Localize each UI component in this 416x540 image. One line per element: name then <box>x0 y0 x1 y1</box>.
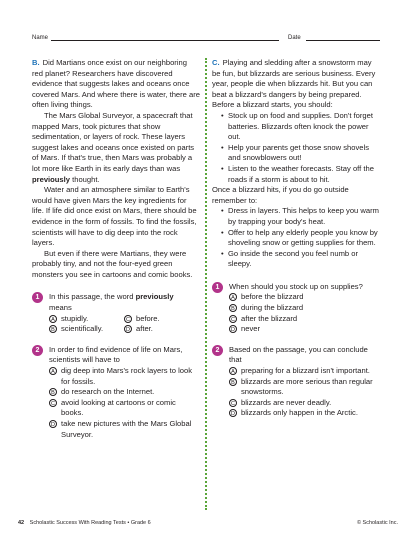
answer-option[interactable]: C avoid looking at cartoons or comic books. <box>51 397 176 418</box>
question-text: When should you stock up on supplies? <box>229 281 363 291</box>
question-text: In this passage, the word previously means <box>49 292 174 313</box>
answer-bubble[interactable]: A <box>49 367 57 375</box>
page-footer <box>18 520 398 530</box>
page-header <box>32 32 380 44</box>
answer-option[interactable]: A dig deep into Mars's rock layers to look for fossils. <box>49 366 200 387</box>
passage-b-paragraph-3: Water and an atmosphere similar to Earth's would have given Mars the key ingredients for life. If life did once exist on Mars, there should be evidence in the form of fossils. To find the fossils, scientists will have to dig deep into the rock layers. <box>32 185 197 248</box>
question-text: In order to find evidence of life on Mars, scientists will have to <box>49 344 183 365</box>
answer-option[interactable]: C before. <box>126 313 160 323</box>
answer-bubble[interactable]: D <box>229 325 237 333</box>
answer-options <box>49 314 200 335</box>
answer-bubble[interactable]: B <box>49 325 57 333</box>
name-line[interactable] <box>51 40 279 41</box>
list-item: • Dress in layers. This helps to keep you warm by trapping your body's heat. <box>228 206 382 227</box>
question-c2 <box>212 345 382 419</box>
list-item: • Go inside the second you feel numb or sleepy. <box>228 249 382 270</box>
question-b2 <box>32 345 200 440</box>
answer-bubble[interactable]: D <box>49 420 57 428</box>
answer-bubble[interactable]: C <box>229 315 237 323</box>
passage-b-paragraph-2: The Mars Global Surveyor, a spacecraft that mapped Mars, took pictures that show sedimentation, or layers of rock. These layers suggest lakes and oceans once existed on parts of Mars. If that's true, then Mars was probably a lot more like Earth in its early days than was previously thought. <box>32 110 195 184</box>
passage-b-letter: B. <box>32 58 40 67</box>
answer-option[interactable]: C after the blizzard <box>231 313 298 323</box>
passage-b-paragraph-1: B. Did Martians once exist on our neighboring red planet? Researchers have discovered evidence that suggests lakes and oceans once covered Mars. And where there is water, there are often living things. <box>32 58 200 110</box>
list-item: • Offer to help any elderly people you know by shoveling snow or getting supplies for them. <box>228 228 382 249</box>
book-title: Scholastic Success With Reading Tests • Grade 6 <box>29 520 151 526</box>
question-number-badge: 2 <box>212 345 223 356</box>
answer-bubble[interactable]: B <box>229 304 237 312</box>
column-divider <box>205 58 207 510</box>
answer-bubble[interactable]: D <box>229 409 237 417</box>
question-number-badge: 2 <box>32 345 43 356</box>
passage-c-paragraph-1: C. Playing and sledding after a snowstorm may be fun, but blizzards are serious business. Every year, people die when blizzards hit. But you can beat a blizzard's dangers by being prepared. Before a blizzard starts, you should: <box>212 58 376 110</box>
answer-option[interactable]: D after. <box>126 324 153 334</box>
answer-bubble[interactable]: A <box>229 293 237 301</box>
passage-b-paragraph-4: But even if there were Martians, they were probably tiny, and not the four-eyed green monsters you see in cartoons and comic books. <box>32 248 193 279</box>
question-b1 <box>32 292 200 334</box>
answer-option[interactable]: B during the blizzard <box>229 303 382 314</box>
during-blizzard-list <box>212 206 382 270</box>
question-c1 <box>212 282 382 335</box>
date-label: Date <box>288 35 301 41</box>
date-line[interactable] <box>306 40 380 41</box>
before-blizzard-list <box>212 111 382 185</box>
answer-option[interactable]: A before the blizzard <box>229 292 382 303</box>
answer-option[interactable]: A stupidly. <box>49 314 124 325</box>
passage-c-letter: C. <box>212 58 220 67</box>
answer-option[interactable]: A preparing for a blizzard isn't important. <box>229 366 382 377</box>
answer-bubble[interactable]: A <box>49 315 57 323</box>
name-label: Name <box>32 35 49 41</box>
answer-bubble[interactable]: A <box>229 367 237 375</box>
answer-option[interactable]: C blizzards are never deadly. <box>231 397 332 407</box>
answer-bubble[interactable]: D <box>124 325 132 333</box>
answer-option[interactable]: B blizzards are more serious than regular snowstorms. <box>229 377 382 398</box>
answer-option[interactable]: B do research on the Internet. <box>49 387 200 398</box>
answer-bubble[interactable]: C <box>49 399 57 407</box>
answer-option[interactable]: B scientifically. <box>49 324 124 335</box>
passage-c-paragraph-2: Once a blizzard hits, if you do go outside remember to: <box>212 185 349 205</box>
answer-bubble[interactable]: B <box>49 388 57 396</box>
answer-bubble[interactable]: C <box>229 399 237 407</box>
question-number-badge: 1 <box>212 282 223 293</box>
copyright: © Scholastic Inc. <box>356 520 398 526</box>
question-number-badge: 1 <box>32 292 43 303</box>
answer-option[interactable]: D never <box>231 324 260 334</box>
page-number: 42 <box>18 520 25 526</box>
vocab-word: previously <box>32 174 70 184</box>
answer-bubble[interactable]: B <box>229 378 237 386</box>
question-text: Based on the passage, you can conclude that <box>229 344 368 365</box>
answer-option[interactable]: D blizzards only happen in the Arctic. <box>231 408 358 418</box>
passage-c-column <box>212 58 382 419</box>
list-item: • Stock up on food and supplies. Don't forget batteries. Blizzards often knock the power out. <box>228 111 382 143</box>
list-item: • Listen to the weather forecasts. Stay off the roads if a storm is about to hit. <box>228 164 382 185</box>
list-item: • Help your parents get those snow shovels and snowblowers out! <box>228 143 382 164</box>
passage-b-column <box>32 58 200 440</box>
answer-option[interactable]: D take new pictures with the Mars Global Surveyor. <box>51 419 192 439</box>
answer-bubble[interactable]: C <box>124 315 132 323</box>
